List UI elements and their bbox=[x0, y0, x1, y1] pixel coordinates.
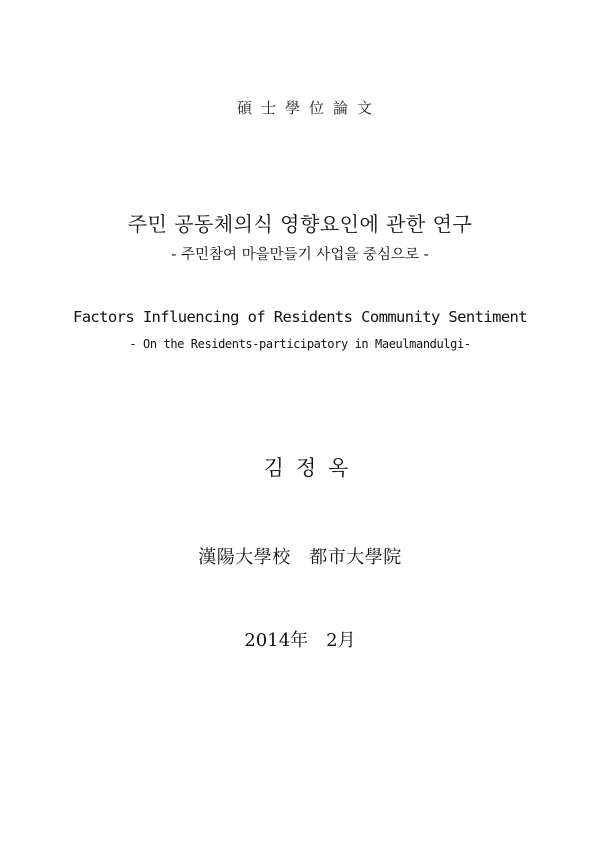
thesis-title-english: Factors Influencing of Residents Community Sentiment bbox=[72, 308, 528, 326]
submission-date: 2014年 2月 bbox=[244, 630, 356, 651]
thesis-subtitle-korean: - 주민참여 마을만들기 사업을 중심으로 - bbox=[171, 247, 429, 263]
thesis-title-korean: 주민 공동체의식 영향요인에 관한 연구 bbox=[127, 212, 473, 236]
school-name: 漢陽大學校 都市大學院 bbox=[198, 547, 402, 568]
author-name: 김정옥 bbox=[263, 456, 361, 480]
thesis-subtitle-english: - On the Residents-participatory in Maeulmandulgi- bbox=[129, 337, 471, 351]
degree-type: 碩士學位論文 bbox=[236, 99, 381, 117]
